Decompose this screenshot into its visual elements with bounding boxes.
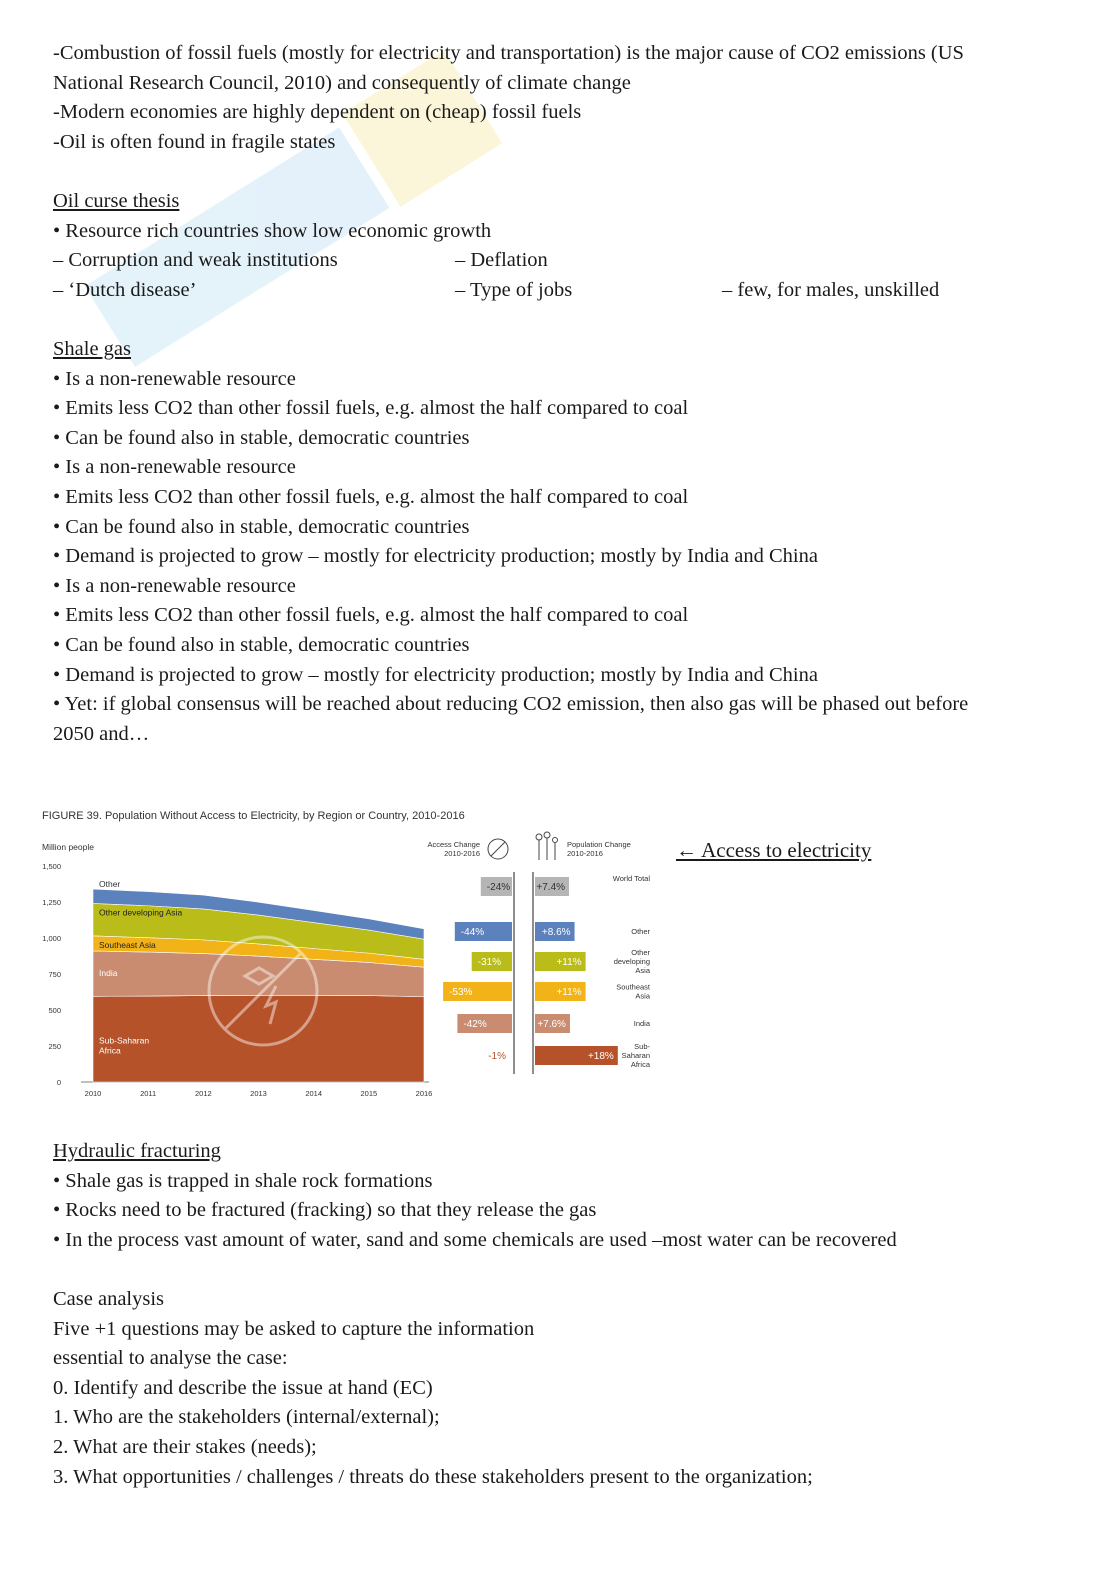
region-label: World Total xyxy=(612,874,650,883)
hydraulic-bullet: • Shale gas is trapped in shale rock formations xyxy=(53,1169,433,1192)
shale-gas-bullet: • Is a non-renewable resource xyxy=(53,574,296,597)
hydraulic-heading: Hydraulic fracturing xyxy=(53,1140,221,1162)
electricity-access-chart xyxy=(40,800,680,1105)
intro-line-2: National Research Council, 2010) and consequently of climate change xyxy=(53,71,631,94)
population-change-header: Population Change xyxy=(567,840,631,849)
intro-line-3: -Modern economies are highly dependent on (cheap) fossil fuels xyxy=(53,101,582,124)
y-tick-label: 1,250 xyxy=(42,898,61,907)
y-tick-label: 250 xyxy=(48,1042,61,1051)
series-label: India xyxy=(99,967,118,978)
chart-title: FIGURE 39. Population Without Access to Electricity, by Region or Country, 2010-2016 xyxy=(42,810,465,822)
access-change-header: Access Change xyxy=(427,840,480,849)
shale-gas-heading: Shale gas xyxy=(53,338,131,360)
case-question-1: 1. Who are the stakeholders (internal/external); xyxy=(53,1406,440,1429)
shale-gas-bullet: • Can be found also in stable, democratic countries xyxy=(53,634,470,656)
case-analysis-line: Five +1 questions may be asked to capture the information xyxy=(53,1317,535,1340)
case-question-0: 0. Identify and describe the issue at hand (EC) xyxy=(53,1376,433,1399)
hydraulic-bullet: • In the process vast amount of water, sand and some chemicals are used –most water can be recovered xyxy=(53,1228,897,1251)
intro-line-4: -Oil is often found in fragile states xyxy=(53,130,336,153)
access-change-icon xyxy=(488,839,508,859)
x-tick-label: 2010 xyxy=(84,1089,102,1098)
hydraulic-bullet: • Rocks need to be fractured (fracking) so that they release the gas xyxy=(53,1199,597,1222)
region-label: Asia xyxy=(635,991,650,1001)
region-label: Other xyxy=(631,927,650,936)
access-change-label: -44% xyxy=(460,927,485,938)
y-tick-label: 0 xyxy=(56,1078,61,1087)
x-tick-label: 2011 xyxy=(140,1089,157,1098)
shale-gas-bullet: • Can be found also in stable, democratic countries xyxy=(53,515,470,538)
series-label: Sub-Saharan xyxy=(99,1035,150,1046)
case-analysis-heading: Case analysis xyxy=(53,1288,165,1310)
y-tick-label: 1,000 xyxy=(42,934,61,943)
region-label: Sub- xyxy=(634,1042,650,1051)
series-label: Other xyxy=(99,879,121,890)
shale-gas-bullet: • Is a non-renewable resource xyxy=(53,367,296,390)
access-to-electricity-link[interactable]: ← Access to electricity xyxy=(676,838,872,862)
shale-gas-bullet: • Demand is projected to grow – mostly for electricity production; mostly by India and China xyxy=(53,545,818,568)
intro-line-1: -Combustion of fossil fuels (mostly for electricity and transportation) is the major cause of CO2 emissions (US xyxy=(53,42,964,64)
oil-curse-heading: Oil curse thesis xyxy=(53,190,180,212)
shale-gas-bullet: • Emits less CO2 than other fossil fuels, e.g. almost the half compared to coal xyxy=(53,486,689,508)
region-label: Southeast xyxy=(616,982,650,992)
region-label: developing xyxy=(613,957,650,966)
oil-curse-dutch-disease: – ‘Dutch disease’ xyxy=(53,278,197,301)
region-label: Africa xyxy=(630,1060,650,1069)
oil-curse-corruption: – Corruption and weak institutions xyxy=(53,249,338,272)
oil-curse-bullet: • Resource rich countries show low economic growth xyxy=(53,219,492,242)
oil-curse-type-of-jobs: – Type of jobs xyxy=(455,278,573,301)
population-change-label: +11% xyxy=(556,987,582,998)
series-label: Southeast Asia xyxy=(99,939,156,950)
shale-gas-bullet: • Is a non-renewable resource xyxy=(53,456,296,479)
region-label: Other xyxy=(631,948,650,957)
shale-gas-bullet: • Can be found also in stable, democratic countries xyxy=(53,426,470,449)
electricity-access-figure xyxy=(40,800,680,1105)
oil-curse-jobs-detail: – few, for males, unskilled xyxy=(722,278,940,301)
shale-gas-bullet: • Yet: if global consensus will be reached about reducing CO2 emission, then also gas will be phased out before xyxy=(53,693,969,716)
population-icon xyxy=(536,832,558,860)
x-tick-label: 2014 xyxy=(305,1089,323,1098)
population-change-period: 2010-2016 xyxy=(567,849,603,858)
oil-curse-deflation: – Deflation xyxy=(455,249,548,272)
case-analysis-line: essential to analyse the case: xyxy=(53,1347,288,1370)
access-change-label: -24% xyxy=(486,882,511,893)
access-change-period: 2010-2016 xyxy=(444,849,480,858)
shale-gas-bullet: • Emits less CO2 than other fossil fuels, e.g. almost the half compared to coal xyxy=(53,604,689,627)
population-change-label: +8.6% xyxy=(541,927,571,938)
case-question-3: 3. What opportunities / challenges / threats do these stakeholders present to the organization; xyxy=(53,1465,813,1488)
region-label: Asia xyxy=(635,966,650,975)
series-label: Other developing Asia xyxy=(99,907,183,918)
access-change-label: -53% xyxy=(449,987,473,998)
y-tick-label: 1,500 xyxy=(42,862,61,871)
access-change-label: -1% xyxy=(488,1051,506,1062)
x-tick-label: 2016 xyxy=(415,1089,433,1098)
population-change-label: +11% xyxy=(556,957,582,968)
shale-gas-bullet: • Emits less CO2 than other fossil fuels, e.g. almost the half compared to coal xyxy=(53,397,689,420)
x-tick-label: 2012 xyxy=(194,1089,212,1098)
access-change-label: -31% xyxy=(477,957,502,968)
chart-ylabel: Million people xyxy=(42,842,94,852)
shale-gas-continuation: 2050 and… xyxy=(53,722,150,745)
x-tick-label: 2013 xyxy=(250,1089,267,1098)
population-change-label: +7.6% xyxy=(537,1019,566,1030)
region-label: India xyxy=(633,1019,650,1028)
shale-gas-bullet: • Demand is projected to grow – mostly for electricity production; mostly by India and China xyxy=(53,663,818,686)
population-change-label: +18% xyxy=(587,1051,614,1062)
access-change-label: -42% xyxy=(463,1019,487,1030)
series-label: Africa xyxy=(99,1045,121,1056)
x-tick-label: 2015 xyxy=(360,1089,378,1098)
region-label: Saharan xyxy=(621,1051,650,1060)
case-question-2: 2. What are their stakes (needs); xyxy=(53,1436,317,1458)
y-tick-label: 750 xyxy=(48,970,61,979)
population-change-label: +7.4% xyxy=(536,882,566,893)
y-tick-label: 500 xyxy=(48,1006,61,1015)
